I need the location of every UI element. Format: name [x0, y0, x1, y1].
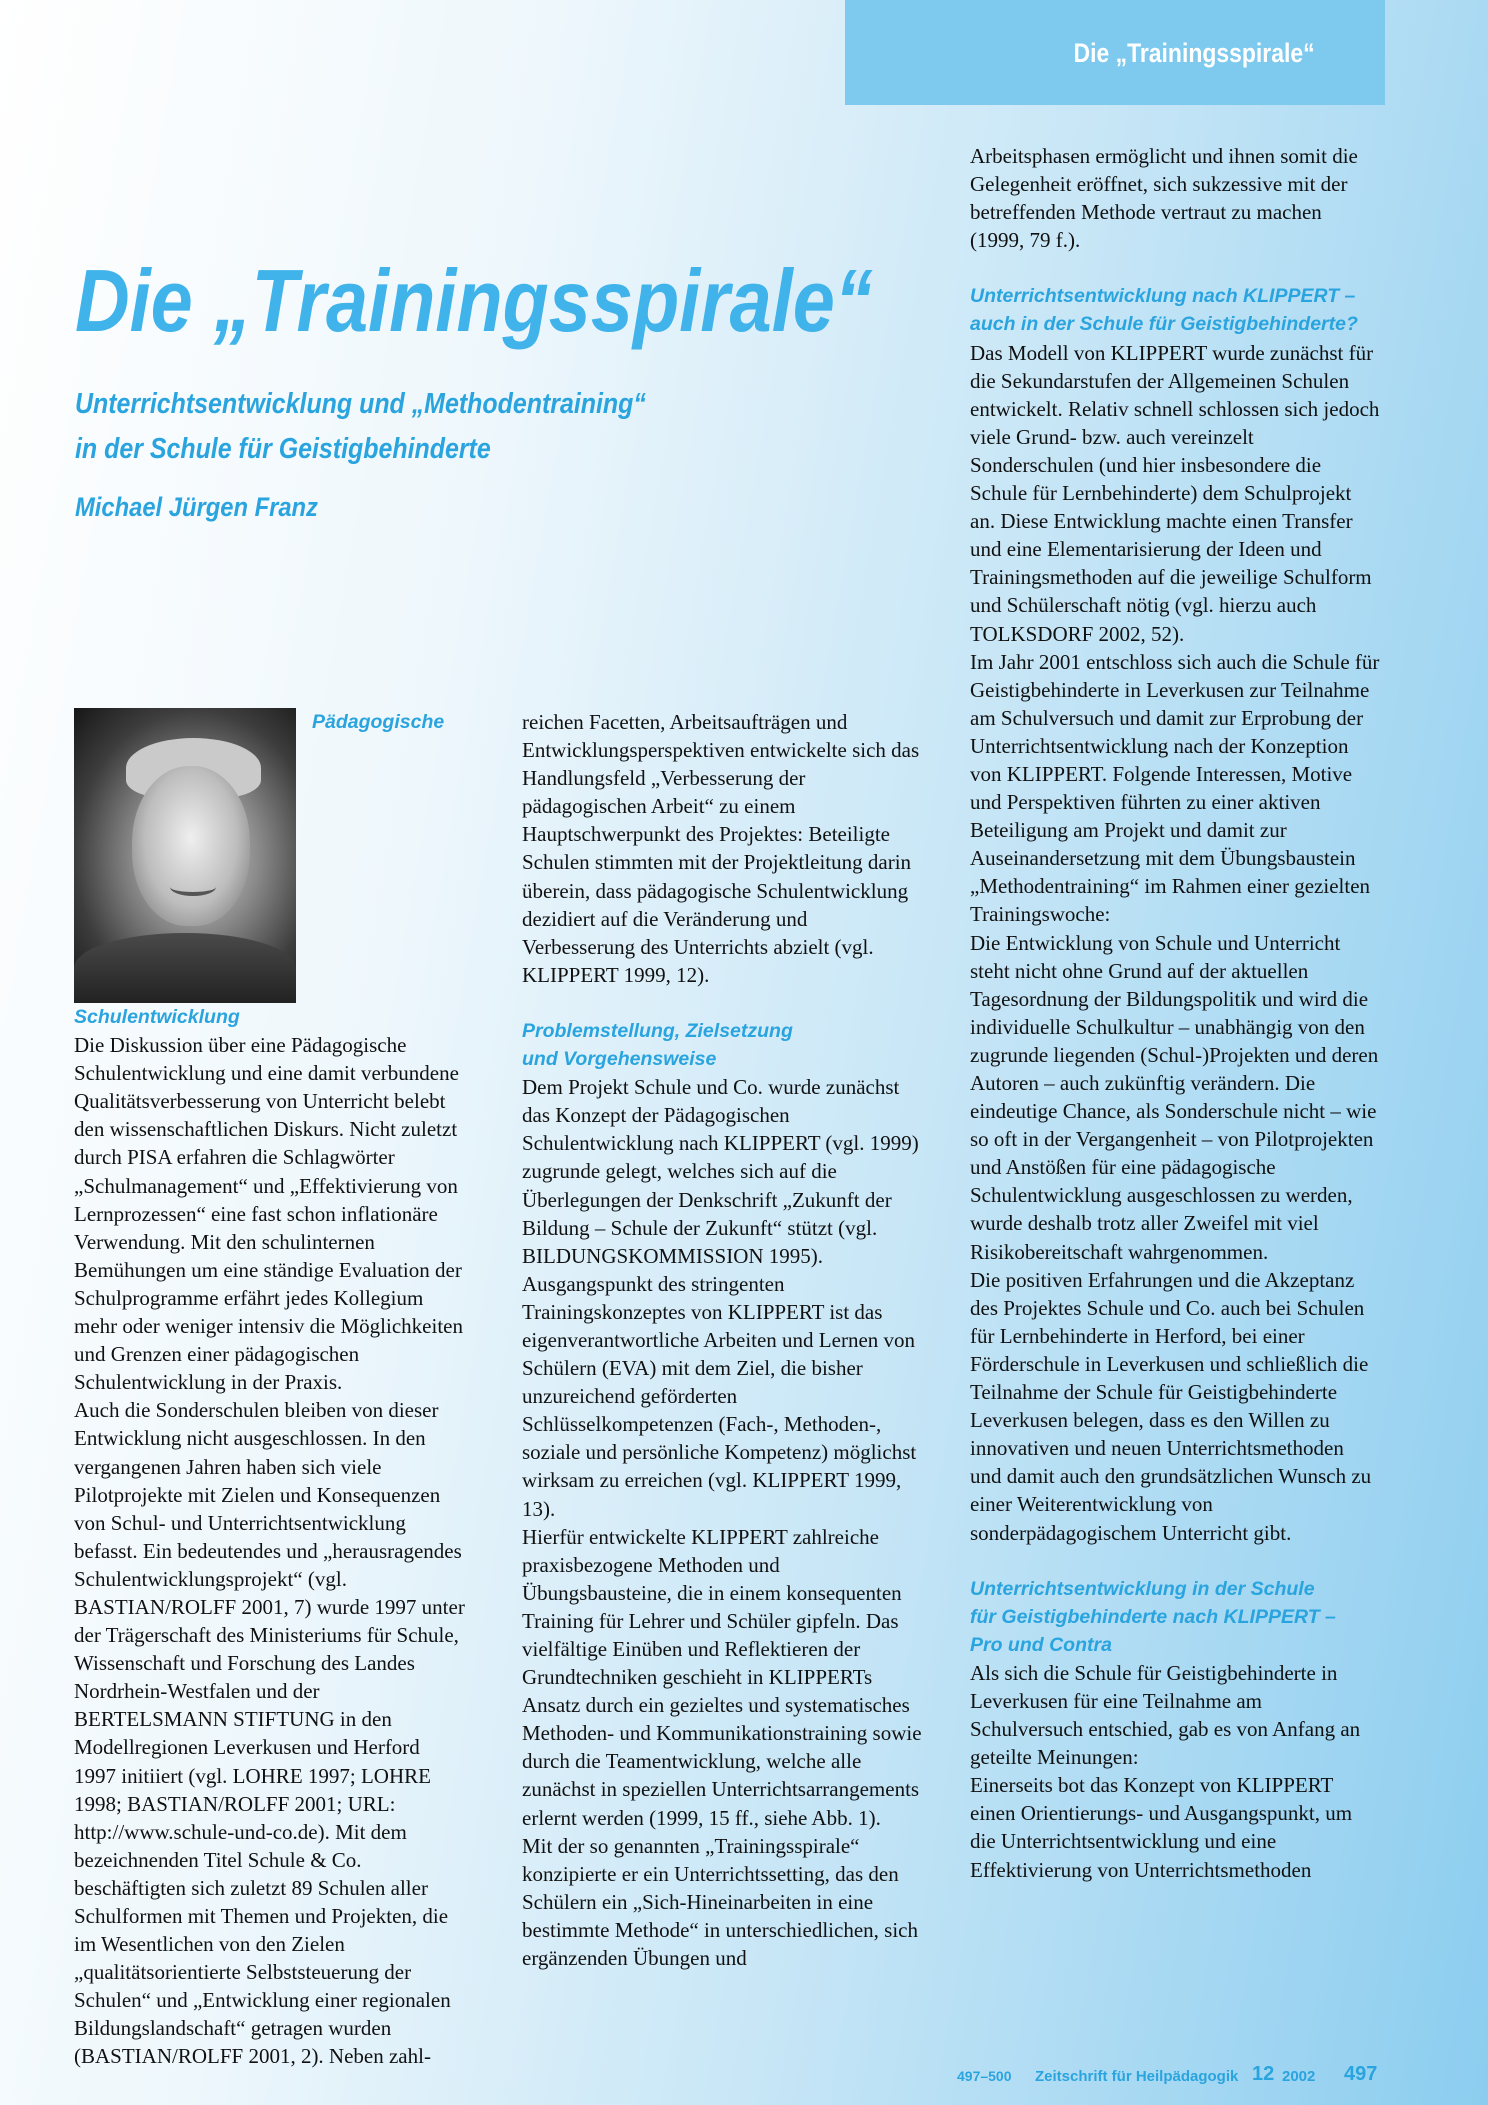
heading-line: für Geistigbehinderte nach KLIPPERT –: [970, 1605, 1336, 1628]
col3-paragraph-5: Die positiven Erfahrungen und die Akzeptanz des Projektes Schule und Co. auch bei Schulen für Lernbehinderte in Herford, bei einer Förderschule in Leverkusen und schließlich die Teilnahme der Schule für Geistigbehinderte Leverkusen belegen, dass es den Willen zu innovativen und neuen Unterrichtsmethoden und damit auch den grundsätzlichen Wunsch zu einer Weiterentwicklung von sonderpädagogischem Unterricht gibt.: [970, 1267, 1372, 1545]
col2-paragraph-3: Ausgangspunkt des stringenten Trainingskonzeptes von KLIPPERT ist das eigenverantwortliche Arbeiten und Lernen von Schülern (EVA) mit dem Ziel, die bisher unzureichend geförderten Schlüsselkompetenzen (Fach-, Methoden-, soziale und persönliche Kompetenz) möglichst wirksam zu erreichen (vgl. KLIPPERT 1999, 13).: [522, 1271, 917, 1521]
column-2: [522, 708, 922, 1972]
col3-paragraph-4: Die Entwicklung von Schule und Unterricht steht nicht ohne Grund auf der aktuellen Tagesordnung der Bildungspolitik und wird die individuelle Schulkultur – unabhängig von den zugrunde liegenden (Schul-)Projekten und deren Autoren – auch zukünftig verändern. Die eindeutige Chance, als Sonderschule nicht – wie so oft in der Vergangenheit – von Pilotprojekten und Anstößen für eine pädagogische Schulentwicklung ausgeschlossen zu werden, wurde deshalb trotz aller Zweifel mit viel Risikobereitschaft wahrgenommen.: [970, 930, 1379, 1264]
section-gap: [522, 989, 922, 1017]
section-gap: [970, 254, 1380, 282]
col3-paragraph-2: Das Modell von KLIPPERT wurde zunächst für die Sekundarstufen der Allgemeinen Schulen entwickelt. Relativ schnell schlossen sich jedoch viele Grund- bzw. auch vereinzelt Sonderschulen (und hier insbesondere die Schule für Lernbehinderte) dem Schulprojekt an. Diese Entwicklung machte einen Transfer und eine Elementarisierung der Ideen und Trainingsmethoden auf die jeweilige Schulform und Schülerschaft nötig (vgl. hierzu auch TOLKSDORF 2002, 52).: [970, 340, 1380, 646]
heading-line: und Vorgehensweise: [522, 1048, 717, 1071]
footer-page-range: 497–500: [957, 2068, 1012, 2084]
subtitle-line-1: Unterrichtsentwicklung und „Methodentraining“: [75, 388, 646, 420]
col3-paragraph-6: Als sich die Schule für Geistigbehinderte in Leverkusen für eine Teilnahme am Schulversuch entschied, gab es von Anfang an geteilte Meinungen:: [970, 1660, 1361, 1770]
portrait-face: [132, 766, 250, 926]
subtitle-line-2: in der Schule für Geistigbehinderte: [75, 433, 491, 465]
col1-paragraph-1: Die Diskussion über eine Pädagogische Schulentwicklung und eine damit verbundene Qualitätsverbesserung von Unterricht belebt den wissenschaftlichen Diskurs. Nicht zuletzt durch PISA erfahren die Schlagwörter „Schulmanagement“ und „Effektivierung von Lernprozessen“ eine fast schon inflationäre Verwendung. Mit den schulinternen Bemühungen um eine ständige Evaluation der Schulprogramme erfährt jedes Kollegium mehr oder weniger intensiv die Möglichkeiten und Grenzen einer pädagogischen Schulentwicklung in der Praxis.: [74, 1033, 463, 1395]
col2-paragraph-1: reichen Facetten, Arbeitsaufträgen und Entwicklungsperspektiven entwickelte sich das Handlungsfeld „Verbesserung der pädagogischen Arbeit“ zu einem Hauptschwerpunkt des Projektes: Beteiligte Schulen stimmten mit der Projektleitung darin überein, dass pädagogische Schulentwicklung dezidiert auf die Veränderung und Verbesserung des Unterrichts abzielt (vgl. KLIPPERT 1999, 12).: [522, 710, 920, 987]
footer-page-number: 497: [1344, 2063, 1378, 2085]
footer-journal-name: Zeitschrift für Heilpädagogik: [1035, 2068, 1239, 2085]
heading-line: Problemstellung, Zielsetzung: [522, 1019, 793, 1042]
section-gap: [970, 1547, 1380, 1575]
author-portrait: [74, 708, 296, 1003]
col3-paragraph-1: Arbeitsphasen ermöglicht und ihnen somit die Gelegenheit eröffnet, sich sukzessive mit der betreffenden Methode vertraut zu machen (1999, 79 f.).: [970, 144, 1358, 253]
running-header-bar: [845, 0, 1385, 105]
article-author: Michael Jürgen Franz: [75, 492, 318, 522]
col2-paragraph-5: Mit der so genannten „Trainingsspirale“ konzipierte er ein Unterrichtssetting, das den Schülern ein „Sich-Hineinarbeiten in eine bestimmte Methode“ in unterschiedlichen, sich ergänzenden Übungen und: [522, 1833, 918, 1971]
footer-issue-number: 12: [1252, 2063, 1275, 2085]
col2-paragraph-2: Dem Projekt Schule und Co. wurde zunächst das Konzept der Pädagogischen Schulentwicklung nach KLIPPERT (vgl. 1999) zugrunde gelegt, welches sich auf die Überlegungen der Denkschrift „Zukunft der Bildung – Schule der Zukunft“ stützt (vgl. BILDUNGSKOMMISSION 1995).: [522, 1075, 919, 1268]
section-heading-problemstellung: [522, 1017, 922, 1073]
running-header-title: Die „Trainingsspirale“: [1073, 38, 1315, 68]
section-heading-pro-contra: [970, 1575, 1380, 1659]
col1-paragraph-2: Auch die Sonderschulen bleiben von dieser Entwicklung nicht ausgeschlossen. In den vergangenen Jahren haben sich viele Pilotprojekte mit Zielen und Konsequenzen von Schul- und Unterrichtsentwicklung befasst. Ein bedeutendes und „herausragendes Schulentwicklungsprojekt“ (vgl. BASTIAN/ROLFF 2001, 7) wurde 1997 unter der Trägerschaft des Ministeriums für Schule, Wissenschaft und Forschung des Landes Nordrhein-Westfalen und der BERTELSMANN STIFTUNG in den Modellregionen Leverkusen und Herford 1997 initiiert (vgl. LOHRE 1997; LOHRE 1998; BASTIAN/ROLFF 2001; URL: http://www.schule-und-co.de). Mit dem bezeichnenden Titel Schule & Co. beschäftigten sich zuletzt 89 Schulen aller Schulformen mit Themen und Projekten, die im Wesentlichen von den Zielen „qualitätsorientierte Selbststeuerung der Schulen“ und „Entwicklung einer regionalen Bildungslandschaft“ getragen wurden (BASTIAN/ROLFF 2001, 2). Neben zahl-: [74, 1398, 465, 2069]
article-subtitle: [75, 382, 646, 472]
footer-year: 2002: [1282, 2068, 1316, 2085]
col3-paragraph-7: Einerseits bot das Konzept von KLIPPERT einen Orientierungs- und Ausgangspunkt, um die Unterrichtsentwicklung und eine Effektivierung von Unterrichtsmethoden: [970, 1773, 1353, 1882]
article-title: Die „Trainingsspirale“: [75, 251, 873, 350]
portrait-shoulders: [74, 933, 296, 1003]
column-1: [74, 708, 466, 2071]
heading-line: Unterrichtsentwicklung nach KLIPPERT –: [970, 285, 1356, 308]
section-heading-klippert: [970, 282, 1380, 338]
section-heading-schulentwicklung: Pädagogische Schulentwicklung: [74, 711, 445, 1028]
heading-line: Pro und Contra: [970, 1633, 1112, 1656]
column-3: [970, 142, 1380, 1884]
col3-paragraph-3: Im Jahr 2001 entschloss sich auch die Schule für Geistigbehinderte in Leverkusen zur Teilnahme am Schulversuch und damit zur Erprobung der Unterrichtsentwicklung nach der Konzeption von KLIPPERT. Folgende Interessen, Motive und Perspektiven führten zu einer aktiven Beteiligung am Projekt und damit zur Auseinandersetzung mit dem Übungsbaustein „Methodentraining“ im Rahmen einer gezielten Trainingswoche:: [970, 649, 1380, 927]
heading-line: Unterrichtsentwicklung in der Schule: [970, 1577, 1315, 1600]
portrait-smile: [170, 878, 216, 896]
col2-paragraph-4: Hierfür entwickelte KLIPPERT zahlreiche praxisbezogene Methoden und Übungsbausteine, die in einem konsequenten Training für Lehrer und Schüler gipfeln. Das vielfältige Einüben und Reflektieren der Grundtechniken geschieht in KLIPPERTs Ansatz durch ein gezieltes und systematisches Methoden- und Kommunikationstraining sowie durch die Teamentwicklung, welche alle zunächst in speziellen Unterrichtsarrangements erlernt werden (1999, 15 ff., siehe Abb. 1).: [522, 1524, 922, 1830]
heading-line: auch in der Schule für Geistigbehinderte?: [970, 313, 1358, 336]
